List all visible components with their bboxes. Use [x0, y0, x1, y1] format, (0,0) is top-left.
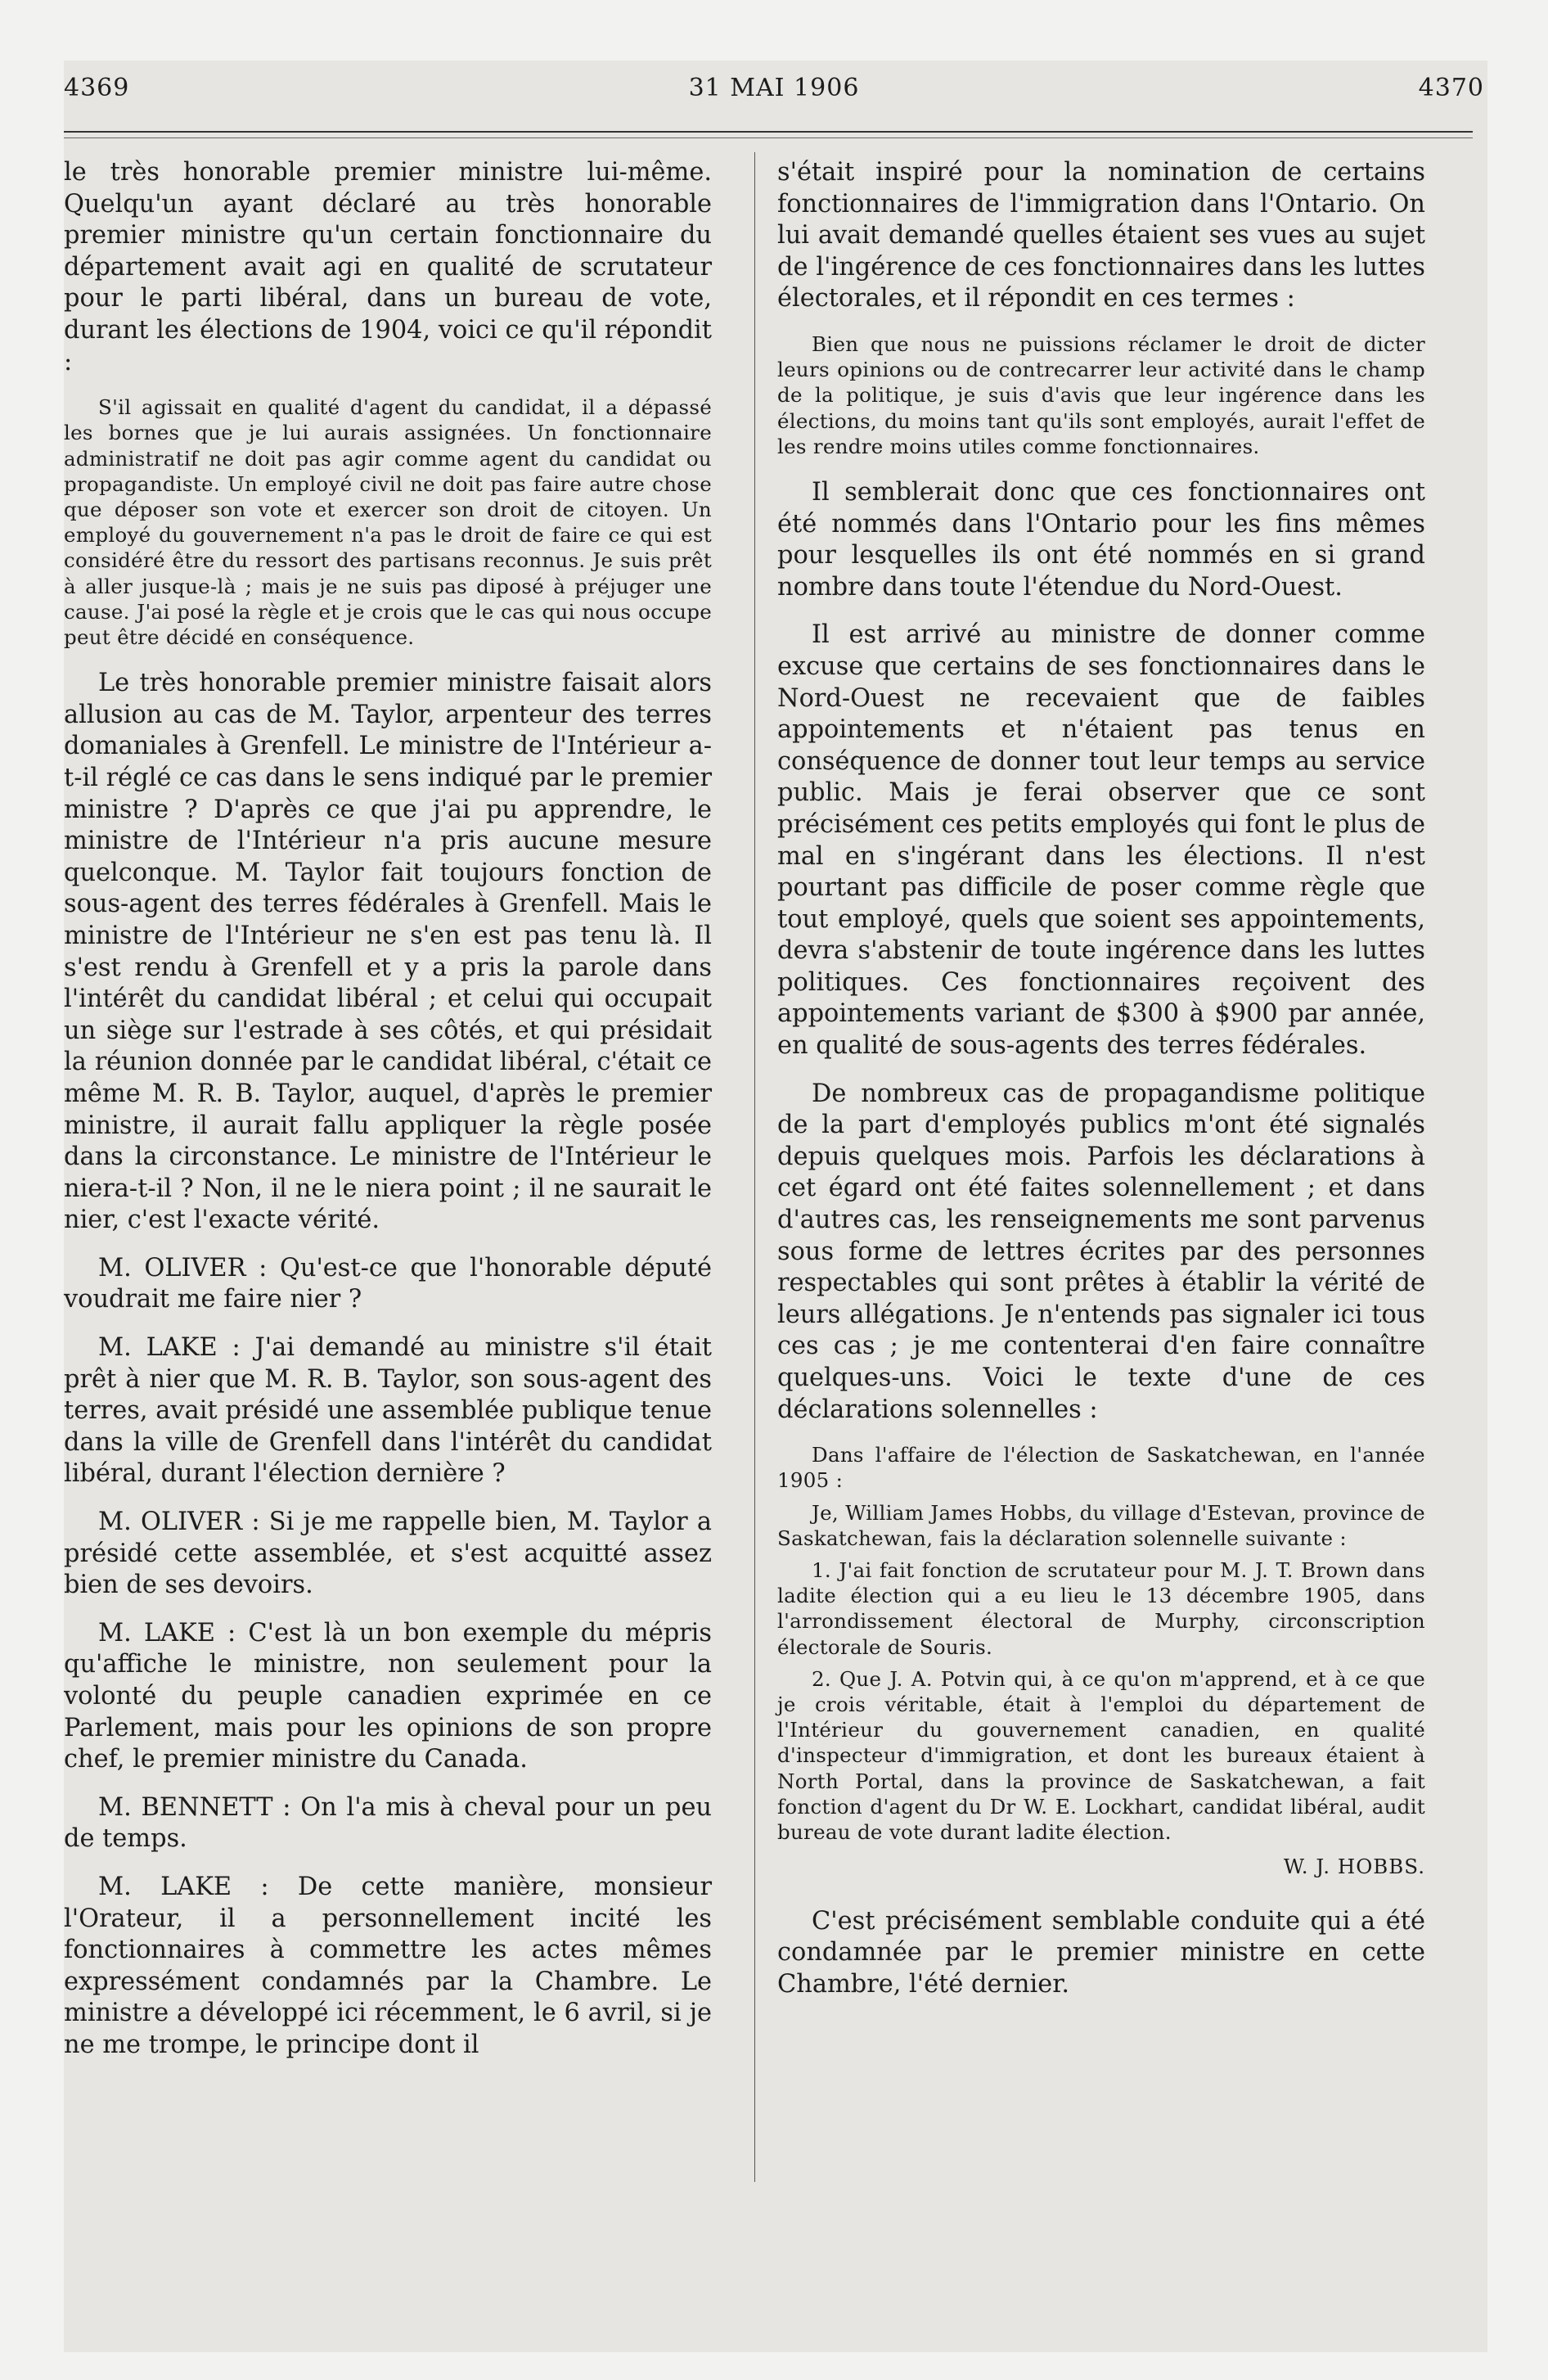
left-paragraph-6: M. LAKE : C'est là un bon exemple du mépris qu'affiche le ministre, non seulement pour la volonté du peuple canadien exprimée en ce Parlement, mais pour les opinions de son propre chef, le premier ministre du Canada. — [64, 1618, 712, 1774]
left-paragraph-7: M. BENNETT : On l'a mis à cheval pour un peu de temps. — [64, 1792, 712, 1854]
declaration-item-1: 1. J'ai fait fonction de scrutateur pour M. J. T. Brown dans ladite élection qui a eu lieu le 13 décembre 1905, dans l'arrondissement électoral de Murphy, circonscription électorale de Souris. — [777, 1558, 1425, 1659]
right-paragraph-2: Il semblerait donc que ces fonctionnaires ont été nommés dans l'Ontario pour les fins mêmes pour lesquelles ils ont été nommés en si grand nombre dans toute l'étendue du Nord-Ouest. — [777, 477, 1425, 602]
header-rule — [64, 131, 1473, 138]
left-paragraph-4: M. LAKE : J'ai demandé au ministre s'il était prêt à nier que M. R. B. Taylor, son sous-agent des terres, avait présidé une assemblée publique tenue dans la ville de Grenfell dans l'intérêt du candidat libéral, durant l'élection dernière ? — [64, 1333, 712, 1489]
left-paragraph-8: M. LAKE : De cette manière, monsieur l'Orateur, il a personnellement incité les fonctionnaires à commettre les actes mêmes expressément condamnés par la Chambre. Le ministre a développé ici récemment, le 6 avril, si je ne me trompe, le principe dont il — [64, 1872, 712, 2059]
right-quote-1: Bien que nous ne puissions réclamer le droit de dicter leurs opinions ou de contrecarrer leur activité dans le champ de la politique, je suis d'avis que leur ingérence dans les élections, du moins tant qu'ils sont employés, aurait l'effet de les rendre moins utiles comme fonctionnaires. — [777, 331, 1425, 458]
right-paragraph-5: C'est précisément semblable conduite qui a été condamnée par le premier ministre en cette Chambre, l'été dernier. — [777, 1906, 1425, 1999]
right-paragraph-3: Il est arrivé au ministre de donner comme excuse que certains de ses fonctionnaires dans le Nord-Ouest ne recevaient que de faibles appointements et n'étaient pas tenus en conséquence de donner tout leur temps au service public. Mais je ferai observer que ce sont précisément ces petits employés qui font le plus de mal en s'ingérant dans les élections. Il n'est pourtant pas difficile de poser comme règle que tout employé, quels que soient ses appointements, devra s'abstenir de toute ingérence dans les luttes politiques. Ces fonctionnaires reçoivent des appointements variant de $300 à $900 par année, en qualité de sous-agents des terres fédérales. — [777, 620, 1425, 1061]
page-number-right: 4370 — [1418, 74, 1484, 102]
right-paragraph-4: De nombreux cas de propagandisme politique de la part d'employés publics m'ont été signalés depuis quelques mois. Parfois les déclarations à cet égard ont été faites solennellement ; et dans d'autres cas, les renseignements me sont parvenus sous forme de lettres écrites par des personnes respectables qui sont prêtes à établir la vérité de leurs allégations. Je n'entends pas signaler ici tous ces cas ; je me contenterai d'en faire connaître quelques-uns. Voici le texte d'une de ces déclarations solennelles : — [777, 1079, 1425, 1424]
declaration-intro: Je, William James Hobbs, du village d'Estevan, province de Saskatchewan, fais la déclaration solennelle suivante : — [777, 1500, 1425, 1550]
header-date: 31 MAI 1906 — [688, 74, 860, 102]
left-quote-1: S'il agissait en qualité d'agent du candidat, il a dépassé les bornes que je lui aurais assignées. Un fonctionnaire administratif ne doit pas agir comme agent du candidat ou propagandiste. Un employé civil ne doit pas faire autre chose que déposer son vote et exercer son droit de citoyen. Un employé du gouvernement n'a pas le droit de faire ce qui est considéré être du ressort des partisans reconnus. Je suis prêt à aller jusque-là ; mais je ne suis pas diposé à préjuger une cause. J'ai posé la règle et je crois que le cas qui nous occupe peut être décidé en conséquence. — [64, 395, 712, 649]
left-paragraph-3: M. OLIVER : Qu'est-ce que l'honorable député voudrait me faire nier ? — [64, 1253, 712, 1314]
page-header — [64, 74, 1484, 139]
left-paragraph-5: M. OLIVER : Si je me rappelle bien, M. Taylor a présidé cette assemblée, et s'est acquitté assez bien de ses devoirs. — [64, 1508, 712, 1600]
right-paragraph-1: s'était inspiré pour la nomination de certains fonctionnaires de l'immigration dans l'Ontario. On lui avait demandé quelles étaient ses vues au sujet de l'ingérence de ces fonctionnaires dans les luttes électorales, et il répondit en ces termes : — [777, 158, 1425, 313]
left-paragraph-1: le très honorable premier ministre lui-même. Quelqu'un ayant déclaré au très honorable premier ministre qu'un certain fonctionnaire du département avait agi en qualité de scrutateur pour le parti libéral, dans un bureau de vote, durant les élections de 1904, voici ce qu'il répondit : — [64, 158, 712, 376]
page-number-left: 4369 — [64, 74, 130, 102]
column-divider — [754, 152, 755, 2182]
declaration-heading: Dans l'affaire de l'élection de Saskatchewan, en l'année 1905 : — [777, 1443, 1425, 1493]
left-paragraph-2: Le très honorable premier ministre faisait alors allusion au cas de M. Taylor, arpenteur des terres domaniales à Grenfell. Le ministre de l'Intérieur a-t-il réglé ce cas dans le sens indiqué par le premier ministre ? D'après ce que j'ai pu apprendre, le ministre de l'Intérieur n'a pris aucune mesure quelconque. M. Taylor fait toujours fonction de sous-agent des terres fédérales à Grenfell. Mais le ministre de l'Intérieur ne s'en est pas tenu là. Il s'est rendu à Grenfell et y a pris la parole dans l'intérêt du candidat libéral ; et celui qui occupait un siège sur l'estrade à ses côtés, et qui présidait la réunion donnée par le candidat libéral, c'était ce même M. R. B. Taylor, auquel, d'après le premier ministre, il aurait fallu appliquer la règle posée dans la circonstance. Le ministre de l'Intérieur le niera-t-il ? Non, il ne le niera point ; il ne saurait le nier, c'est l'exacte vérité. — [64, 669, 712, 1235]
right-column — [777, 157, 1425, 2017]
left-column — [64, 157, 712, 2078]
declaration-item-2: 2. Que J. A. Potvin qui, à ce qu'on m'apprend, et à ce que je crois véritable, était à l'emploi du département de l'Intérieur du gouvernement canadien, en qualité d'inspecteur d'immigration, et dont les bureaux étaient à North Portal, dans la province de Saskatchewan, a fait fonction d'agent du Dr W. E. Lockhart, candidat libéral, audit bureau de vote durant ladite élection. — [777, 1666, 1425, 1845]
declaration-signature: W. J. HOBBS. — [1283, 1855, 1425, 1879]
